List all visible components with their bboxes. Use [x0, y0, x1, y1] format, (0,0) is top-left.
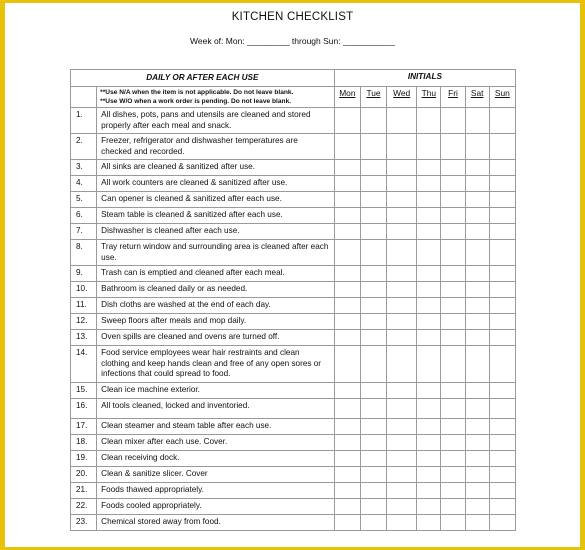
- initials-cell-sat[interactable]: [465, 208, 489, 224]
- initials-cell-sun[interactable]: [489, 330, 515, 346]
- initials-cell-wed[interactable]: [387, 499, 417, 515]
- initials-cell-tue[interactable]: [360, 298, 386, 314]
- item-number: 21.: [71, 483, 97, 499]
- task-description: Dish cloths are washed at the end of each day.: [97, 298, 335, 314]
- initials-cell-thu[interactable]: [417, 176, 441, 192]
- task-description: Clean receiving dock.: [97, 451, 335, 467]
- initials-cell-thu[interactable]: [417, 383, 441, 399]
- initials-cell-sat[interactable]: [465, 399, 489, 419]
- task-description: All tools cleaned, locked and inventoried.: [97, 399, 335, 419]
- initials-cell-thu[interactable]: [417, 208, 441, 224]
- initials-cell-mon[interactable]: [334, 176, 360, 192]
- week-of-line: Week of: Mon: _________ through Sun: ___________: [190, 36, 395, 46]
- blank-number-cell: [71, 87, 97, 108]
- initials-cell-sat[interactable]: [465, 240, 489, 266]
- initials-cell-tue[interactable]: [360, 346, 386, 383]
- initials-cell-sun[interactable]: [489, 419, 515, 435]
- initials-cell-fri[interactable]: [441, 483, 465, 499]
- initials-cell-sat[interactable]: [465, 435, 489, 451]
- initials-cell-thu[interactable]: [417, 467, 441, 483]
- initials-cell-fri[interactable]: [441, 240, 465, 266]
- initials-cell-tue[interactable]: [360, 314, 386, 330]
- day-label: Sun: [494, 88, 510, 98]
- item-number: 8.: [71, 240, 97, 266]
- item-number: 12.: [71, 314, 97, 330]
- initials-cell-mon[interactable]: [334, 266, 360, 282]
- initials-cell-tue[interactable]: [360, 483, 386, 499]
- initials-cell-fri[interactable]: [441, 208, 465, 224]
- day-label: Fri: [448, 88, 458, 98]
- checklist-row: [71, 314, 516, 330]
- item-number: 4.: [71, 176, 97, 192]
- initials-cell-fri[interactable]: [441, 383, 465, 399]
- item-number: 11.: [71, 298, 97, 314]
- initials-cell-wed[interactable]: [387, 399, 417, 419]
- initials-cell-wed[interactable]: [387, 419, 417, 435]
- day-header-sat: [465, 87, 489, 108]
- initials-cell-wed[interactable]: [387, 108, 417, 134]
- initials-cell-wed[interactable]: [387, 330, 417, 346]
- instructions-note: [97, 87, 335, 108]
- initials-cell-mon[interactable]: [334, 224, 360, 240]
- task-description: Oven spills are cleaned and ovens are turned off.: [97, 330, 335, 346]
- initials-cell-thu[interactable]: [417, 515, 441, 531]
- initials-cell-sat[interactable]: [465, 346, 489, 383]
- initials-cell-mon[interactable]: [334, 134, 360, 160]
- checklist-row: [71, 515, 516, 531]
- task-description: All work counters are cleaned & sanitized after use.: [97, 176, 335, 192]
- initials-cell-thu[interactable]: [417, 282, 441, 298]
- initials-cell-tue[interactable]: [360, 176, 386, 192]
- initials-cell-fri[interactable]: [441, 346, 465, 383]
- initials-cell-mon[interactable]: [334, 451, 360, 467]
- item-number: 20.: [71, 467, 97, 483]
- initials-cell-sat[interactable]: [465, 176, 489, 192]
- task-description: Clean steamer and steam table after each use.: [97, 419, 335, 435]
- initials-cell-wed[interactable]: [387, 467, 417, 483]
- initials-cell-sun[interactable]: [489, 176, 515, 192]
- initials-cell-wed[interactable]: [387, 282, 417, 298]
- initials-cell-fri[interactable]: [441, 134, 465, 160]
- initials-cell-thu[interactable]: [417, 483, 441, 499]
- initials-cell-sun[interactable]: [489, 298, 515, 314]
- task-description: Food service employees wear hair restraints and clean clothing and keep hands clean and free of any open sores or infections that could spread to food.: [97, 346, 335, 383]
- initials-cell-wed[interactable]: [387, 451, 417, 467]
- day-header-thu: [417, 87, 441, 108]
- initials-cell-sun[interactable]: [489, 108, 515, 134]
- initials-cell-sat[interactable]: [465, 451, 489, 467]
- initials-cell-sun[interactable]: [489, 134, 515, 160]
- initials-cell-mon[interactable]: [334, 419, 360, 435]
- initials-cell-sat[interactable]: [465, 499, 489, 515]
- initials-cell-sat[interactable]: [465, 108, 489, 134]
- task-description: Sweep floors after meals and mop daily.: [97, 314, 335, 330]
- initials-cell-tue[interactable]: [360, 451, 386, 467]
- initials-cell-tue[interactable]: [360, 383, 386, 399]
- initials-cell-wed[interactable]: [387, 298, 417, 314]
- initials-cell-mon[interactable]: [334, 399, 360, 419]
- initials-cell-sun[interactable]: [489, 483, 515, 499]
- initials-cell-wed[interactable]: [387, 515, 417, 531]
- initials-cell-fri[interactable]: [441, 314, 465, 330]
- day-header-wed: [387, 87, 417, 108]
- initials-cell-thu[interactable]: [417, 451, 441, 467]
- checklist-row: [71, 282, 516, 298]
- initials-header: INITIALS: [334, 70, 515, 87]
- initials-cell-tue[interactable]: [360, 282, 386, 298]
- initials-cell-wed[interactable]: [387, 208, 417, 224]
- initials-cell-sat[interactable]: [465, 330, 489, 346]
- day-header-mon: [334, 87, 360, 108]
- initials-cell-fri[interactable]: [441, 192, 465, 208]
- initials-cell-fri[interactable]: [441, 467, 465, 483]
- note-na: **Use N/A when the item is not applicable. Do not leave blank.: [100, 89, 294, 96]
- initials-cell-mon[interactable]: [334, 467, 360, 483]
- initials-cell-thu[interactable]: [417, 314, 441, 330]
- task-description: Can opener is cleaned & sanitized after each use.: [97, 192, 335, 208]
- initials-cell-sun[interactable]: [489, 314, 515, 330]
- initials-cell-sat[interactable]: [465, 467, 489, 483]
- task-description: Chemical stored away from food.: [97, 515, 335, 531]
- initials-cell-tue[interactable]: [360, 224, 386, 240]
- checklist-page: [5, 3, 580, 547]
- initials-cell-sat[interactable]: [465, 298, 489, 314]
- task-description: Foods thawed appropriately.: [97, 483, 335, 499]
- checklist-row: [71, 224, 516, 240]
- initials-cell-fri[interactable]: [441, 282, 465, 298]
- initials-cell-sun[interactable]: [489, 192, 515, 208]
- checklist-row: [71, 298, 516, 314]
- initials-cell-sat[interactable]: [465, 314, 489, 330]
- initials-cell-sun[interactable]: [489, 346, 515, 383]
- page-title: KITCHEN CHECKLIST: [231, 11, 354, 23]
- initials-cell-fri[interactable]: [441, 499, 465, 515]
- initials-cell-mon[interactable]: [334, 499, 360, 515]
- note-wo: **Use W/O when a work order is pending. Do not leave blank.: [100, 98, 292, 105]
- initials-cell-thu[interactable]: [417, 435, 441, 451]
- initials-cell-tue[interactable]: [360, 435, 386, 451]
- item-number: 6.: [71, 208, 97, 224]
- initials-cell-mon[interactable]: [334, 383, 360, 399]
- day-header-sun: [489, 87, 515, 108]
- initials-cell-mon[interactable]: [334, 515, 360, 531]
- checklist-row: [71, 483, 516, 499]
- initials-cell-thu[interactable]: [417, 346, 441, 383]
- initials-cell-wed[interactable]: [387, 160, 417, 176]
- initials-cell-wed[interactable]: [387, 224, 417, 240]
- initials-cell-wed[interactable]: [387, 314, 417, 330]
- checklist-row: [71, 266, 516, 282]
- day-header-fri: [441, 87, 465, 108]
- initials-cell-tue[interactable]: [360, 208, 386, 224]
- task-description: Clean ice machine exterior.: [97, 383, 335, 399]
- checklist-row: [71, 383, 516, 399]
- initials-cell-fri[interactable]: [441, 419, 465, 435]
- task-description: Clean & sanitize slicer. Cover: [97, 467, 335, 483]
- initials-cell-wed[interactable]: [387, 483, 417, 499]
- initials-cell-wed[interactable]: [387, 176, 417, 192]
- initials-cell-fri[interactable]: [441, 160, 465, 176]
- initials-cell-fri[interactable]: [441, 176, 465, 192]
- initials-cell-tue[interactable]: [360, 330, 386, 346]
- checklist-row: [71, 134, 516, 160]
- day-label: Mon: [339, 88, 356, 98]
- item-number: 22.: [71, 499, 97, 515]
- initials-cell-fri[interactable]: [441, 435, 465, 451]
- checklist-row: [71, 176, 516, 192]
- task-description: Steam table is cleaned & sanitized after each use.: [97, 208, 335, 224]
- initials-cell-sat[interactable]: [465, 266, 489, 282]
- checklist-row: [71, 451, 516, 467]
- initials-cell-thu[interactable]: [417, 330, 441, 346]
- item-number: 3.: [71, 160, 97, 176]
- initials-cell-mon[interactable]: [334, 282, 360, 298]
- initials-cell-sat[interactable]: [465, 483, 489, 499]
- initials-cell-sun[interactable]: [489, 240, 515, 266]
- initials-cell-tue[interactable]: [360, 467, 386, 483]
- initials-cell-tue[interactable]: [360, 399, 386, 419]
- day-label: Tue: [366, 88, 381, 98]
- initials-cell-sun[interactable]: [489, 224, 515, 240]
- initials-cell-wed[interactable]: [387, 346, 417, 383]
- item-number: 13.: [71, 330, 97, 346]
- initials-cell-thu[interactable]: [417, 266, 441, 282]
- checklist-row: [71, 208, 516, 224]
- task-description: Clean mixer after each use. Cover.: [97, 435, 335, 451]
- initials-cell-mon[interactable]: [334, 346, 360, 383]
- initials-cell-thu[interactable]: [417, 192, 441, 208]
- initials-cell-wed[interactable]: [387, 435, 417, 451]
- task-description: All dishes, pots, pans and utensils are cleaned and stored properly after each meal and snack.: [97, 108, 335, 134]
- item-number: 7.: [71, 224, 97, 240]
- initials-cell-thu[interactable]: [417, 108, 441, 134]
- initials-cell-tue[interactable]: [360, 266, 386, 282]
- initials-cell-thu[interactable]: [417, 298, 441, 314]
- initials-cell-mon[interactable]: [334, 108, 360, 134]
- checklist-table: [70, 69, 516, 531]
- initials-cell-sun[interactable]: [489, 282, 515, 298]
- item-number: 16.: [71, 399, 97, 419]
- initials-cell-mon[interactable]: [334, 208, 360, 224]
- initials-cell-sat[interactable]: [465, 134, 489, 160]
- initials-cell-tue[interactable]: [360, 240, 386, 266]
- initials-cell-thu[interactable]: [417, 160, 441, 176]
- initials-cell-mon[interactable]: [334, 435, 360, 451]
- item-number: 10.: [71, 282, 97, 298]
- initials-cell-tue[interactable]: [360, 515, 386, 531]
- initials-cell-thu[interactable]: [417, 399, 441, 419]
- initials-cell-sat[interactable]: [465, 383, 489, 399]
- initials-cell-tue[interactable]: [360, 499, 386, 515]
- initials-cell-sun[interactable]: [489, 515, 515, 531]
- item-number: 18.: [71, 435, 97, 451]
- day-header-tue: [360, 87, 386, 108]
- initials-cell-wed[interactable]: [387, 240, 417, 266]
- initials-cell-fri[interactable]: [441, 298, 465, 314]
- initials-cell-wed[interactable]: [387, 134, 417, 160]
- checklist-row: [71, 346, 516, 383]
- task-description: Trash can is emptied and cleaned after each meal.: [97, 266, 335, 282]
- initials-cell-mon[interactable]: [334, 330, 360, 346]
- initials-cell-thu[interactable]: [417, 224, 441, 240]
- initials-cell-sun[interactable]: [489, 266, 515, 282]
- initials-cell-sat[interactable]: [465, 160, 489, 176]
- initials-cell-wed[interactable]: [387, 383, 417, 399]
- checklist-row: [71, 192, 516, 208]
- initials-cell-wed[interactable]: [387, 192, 417, 208]
- initials-cell-tue[interactable]: [360, 134, 386, 160]
- item-number: 1.: [71, 108, 97, 134]
- initials-cell-tue[interactable]: [360, 160, 386, 176]
- task-description: Foods cooled appropriately.: [97, 499, 335, 515]
- item-number: 23.: [71, 515, 97, 531]
- item-number: 15.: [71, 383, 97, 399]
- initials-cell-sun[interactable]: [489, 208, 515, 224]
- day-label: Thu: [421, 88, 437, 98]
- initials-cell-fri[interactable]: [441, 330, 465, 346]
- checklist-row: [71, 108, 516, 134]
- section-header: DAILY OR AFTER EACH USE: [71, 70, 335, 87]
- initials-cell-fri[interactable]: [441, 399, 465, 419]
- initials-cell-thu[interactable]: [417, 240, 441, 266]
- checklist-row: [71, 330, 516, 346]
- initials-cell-mon[interactable]: [334, 160, 360, 176]
- initials-cell-sun[interactable]: [489, 435, 515, 451]
- initials-cell-mon[interactable]: [334, 314, 360, 330]
- initials-cell-thu[interactable]: [417, 419, 441, 435]
- checklist-row: [71, 399, 516, 419]
- initials-cell-mon[interactable]: [334, 483, 360, 499]
- day-label: Sat: [470, 88, 484, 98]
- checklist-row: [71, 435, 516, 451]
- initials-cell-sun[interactable]: [489, 467, 515, 483]
- checklist-row: [71, 499, 516, 515]
- item-number: 5.: [71, 192, 97, 208]
- task-description: Tray return window and surrounding area is cleaned after each use.: [97, 240, 335, 266]
- initials-cell-sun[interactable]: [489, 399, 515, 419]
- initials-cell-sat[interactable]: [465, 419, 489, 435]
- task-description: Dishwasher is cleaned after each use.: [97, 224, 335, 240]
- initials-cell-mon[interactable]: [334, 192, 360, 208]
- task-description: All sinks are cleaned & sanitized after use.: [97, 160, 335, 176]
- initials-cell-mon[interactable]: [334, 240, 360, 266]
- initials-cell-sun[interactable]: [489, 383, 515, 399]
- initials-cell-mon[interactable]: [334, 298, 360, 314]
- initials-cell-tue[interactable]: [360, 192, 386, 208]
- item-number: 2.: [71, 134, 97, 160]
- item-number: 9.: [71, 266, 97, 282]
- initials-cell-sun[interactable]: [489, 499, 515, 515]
- item-number: 19.: [71, 451, 97, 467]
- initials-cell-fri[interactable]: [441, 266, 465, 282]
- initials-cell-tue[interactable]: [360, 419, 386, 435]
- checklist-row: [71, 467, 516, 483]
- checklist-row: [71, 419, 516, 435]
- task-description: Freezer, refrigerator and dishwasher temperatures are checked and recorded.: [97, 134, 335, 160]
- initials-cell-fri[interactable]: [441, 108, 465, 134]
- checklist-row: [71, 240, 516, 266]
- task-description: Bathroom is cleaned daily or as needed.: [97, 282, 335, 298]
- initials-cell-fri[interactable]: [441, 224, 465, 240]
- initials-cell-wed[interactable]: [387, 266, 417, 282]
- initials-cell-fri[interactable]: [441, 515, 465, 531]
- day-label: Wed: [393, 88, 411, 98]
- initials-cell-sun[interactable]: [489, 160, 515, 176]
- initials-cell-sat[interactable]: [465, 282, 489, 298]
- initials-cell-sat[interactable]: [465, 515, 489, 531]
- checklist-row: [71, 160, 516, 176]
- initials-cell-sat[interactable]: [465, 192, 489, 208]
- initials-cell-sat[interactable]: [465, 224, 489, 240]
- initials-cell-sun[interactable]: [489, 451, 515, 467]
- item-number: 17.: [71, 419, 97, 435]
- initials-cell-thu[interactable]: [417, 134, 441, 160]
- initials-cell-fri[interactable]: [441, 451, 465, 467]
- item-number: 14.: [71, 346, 97, 383]
- initials-cell-tue[interactable]: [360, 108, 386, 134]
- initials-cell-thu[interactable]: [417, 499, 441, 515]
